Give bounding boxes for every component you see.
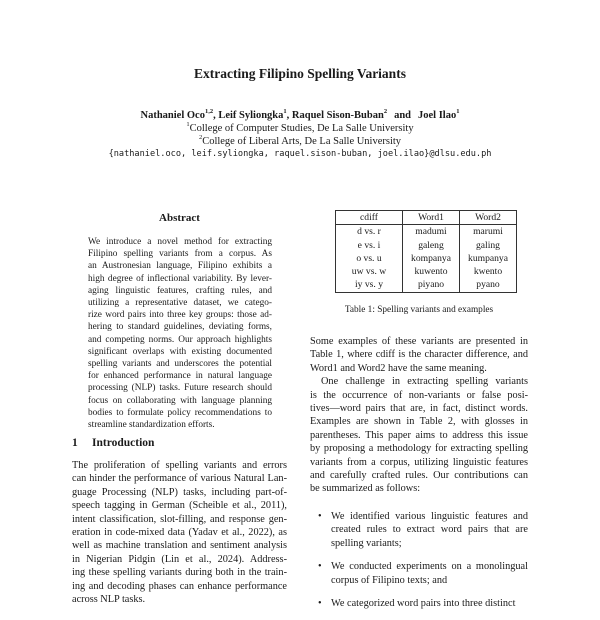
table-caption: Table 1: Spelling variants and examples (344, 305, 494, 315)
table-cell: e vs. i (357, 239, 381, 251)
text-line: focus on collaborating with language planning (88, 395, 272, 406)
author-separator: , (213, 110, 219, 121)
text-line: rize word pairs into three key groups: those ad- (88, 310, 272, 321)
text-line: across NLP tasks. (72, 594, 146, 606)
text-line: Examples are shown in Table 2, with glosses in (310, 416, 528, 428)
author-affiliation-marker: 1 (283, 108, 287, 115)
section-heading-introduction (72, 437, 154, 449)
list-item (318, 597, 528, 610)
text-line: variants from a corpus, utilizing linguistic features (310, 456, 528, 468)
table-cell: piyano (403, 278, 460, 292)
text-line: speech tagging in German (Scheible et al., 2011), (72, 500, 287, 512)
table-cell: kumpanya (460, 252, 517, 265)
text-line: The proliferation of spelling variants and errors (72, 460, 287, 471)
text-line: Table 1, where cdiff is the character difference, and (310, 349, 528, 361)
text-line: created rules to extract word pairs that are (331, 524, 528, 536)
author-list (0, 110, 600, 121)
text-line: ing and decoding phases can enhance performance (72, 580, 287, 592)
table-cell: d vs. r (357, 226, 381, 238)
table-cell: pyano (460, 278, 517, 292)
text-line: well as machine translation and sentiment analysis (72, 540, 287, 552)
author-name: Joel Ilao (418, 110, 457, 121)
table-header-row (336, 211, 517, 225)
abstract-heading: Abstract (159, 212, 200, 224)
bullet-icon: • (318, 598, 322, 610)
text-line: corpus of Filipino texts; and (331, 574, 448, 586)
table-1 (335, 210, 517, 293)
text-line: an Austronesian language, Filipino exhibits a (88, 261, 272, 272)
text-line: eration in code-mixed data (Yadav et al., 2022), as (72, 527, 287, 539)
text-line: be summarized as follows: (310, 483, 421, 495)
text-line: spelling variants; (331, 537, 402, 549)
table-row (336, 239, 517, 252)
author-affiliation-marker: 2 (383, 108, 388, 115)
bullet-icon: • (318, 561, 322, 573)
text-line: parentheses. This paper aims to address this issue (310, 429, 528, 441)
text-line: streamline standardization efforts. (88, 420, 215, 431)
text-line: One challenge in extracting spelling variants (321, 376, 528, 388)
table-row (336, 252, 517, 265)
author-name: Leif Syliongka (218, 110, 284, 121)
text-line: We introduce a novel method for extracting (88, 237, 272, 247)
author-name: Raquel Sison-Buban (291, 110, 384, 121)
affiliation-text: College of Computer Studies, De La Salle University (189, 123, 414, 134)
author-affiliation-marker: 1,2 (204, 108, 214, 115)
text-line: Filipino spelling variants from a corpus. As (88, 249, 272, 260)
text-line: tives—word pairs that are, in fact, distinct words. (310, 403, 528, 415)
text-line: Word1 and Word2 have the same meaning. (310, 362, 487, 374)
table-cell: o vs. u (356, 252, 382, 264)
table-cell: galing (460, 239, 517, 252)
contributions-list (318, 510, 528, 620)
affiliation-marker: 1 (186, 121, 190, 128)
introduction-body (72, 459, 287, 606)
author-name: Nathaniel Oco (140, 110, 205, 121)
table-cell: kompanya (403, 252, 460, 265)
text-line: guage Processing (NLP) tasks, including part-of- (72, 486, 287, 498)
right-column-body (310, 335, 528, 496)
abstract-body (88, 236, 272, 431)
list-item (318, 510, 528, 550)
table-cell: iy vs. y (355, 279, 383, 291)
table-row (336, 278, 517, 292)
table-cell: madumi (403, 225, 460, 239)
author-separator: , (286, 110, 292, 121)
table-cell: uw vs. w (351, 266, 387, 278)
column-header: Word1 (403, 211, 460, 225)
paper-title: Extracting Filipino Spelling Variants (194, 66, 406, 81)
text-line: by proposing a methodology for extracting spelling (310, 443, 528, 455)
text-line: is the occurrence of non-variants or false posi- (310, 389, 528, 401)
text-line: intent classification, slot-filling, and response gen- (72, 513, 287, 525)
affiliation-text: College of Liberal Arts, De La Salle University (202, 136, 402, 147)
text-line: We conducted experiments on a monolingual (331, 561, 528, 573)
author-affiliation-marker: 1 (456, 108, 460, 115)
table-row (336, 265, 517, 278)
text-line: We identified various linguistic features and (331, 511, 528, 522)
text-line: Some examples of these variants are presented in (310, 336, 528, 347)
text-line: can hinder the performance of various Natural Lan- (72, 473, 287, 485)
text-line: significant overlaps with existing documented (88, 346, 272, 357)
list-item (318, 560, 528, 587)
text-line: in Nigerian Pidgin (Lin et al., 2024). Address- (72, 553, 287, 565)
text-line: utilizing a representative dataset, we catego- (88, 298, 272, 309)
text-line: and competing norms. Our approach highlights (88, 334, 272, 345)
text-line: and carefully crafted rules. Our contributions can (310, 470, 528, 482)
author-and: and (394, 110, 412, 121)
author-emails: {nathaniel.oco, leif.syliongka, raquel.sison-buban, joel.ilao}@dlsu.edu.ph (108, 149, 492, 159)
bullet-icon: • (318, 511, 322, 522)
affiliation-1 (0, 123, 600, 134)
table-cell: galeng (403, 239, 460, 252)
table-cell: kuwento (403, 265, 460, 278)
affiliation-marker: 2 (198, 134, 203, 141)
column-header: cdiff (336, 211, 403, 225)
text-line: ing these spelling variants during both in the train- (72, 567, 287, 579)
affiliation-2 (0, 136, 600, 147)
column-header: Word2 (460, 211, 517, 225)
table-cell: kwento (460, 265, 517, 278)
section-number: 1 (72, 437, 78, 449)
text-line: spelling variants and underscores the potential (88, 359, 272, 370)
table-row (336, 225, 517, 239)
text-line: aging linguistic features, crafting rules, and (88, 285, 272, 296)
text-line: We categorized word pairs into three distinct (331, 598, 516, 610)
text-line: hering to standard guidelines, deviating forms, (88, 322, 272, 333)
text-line: high degree of inflectional variability. By lever- (88, 273, 272, 284)
table-cell: marumi (460, 225, 517, 239)
text-line: for enhanced performance in natural language (88, 371, 272, 382)
section-title: Introduction (92, 437, 155, 449)
text-line: processing (NLP) tasks. Future research should (88, 383, 272, 394)
text-line: bodies to formulate policy recommendations to (88, 407, 272, 418)
